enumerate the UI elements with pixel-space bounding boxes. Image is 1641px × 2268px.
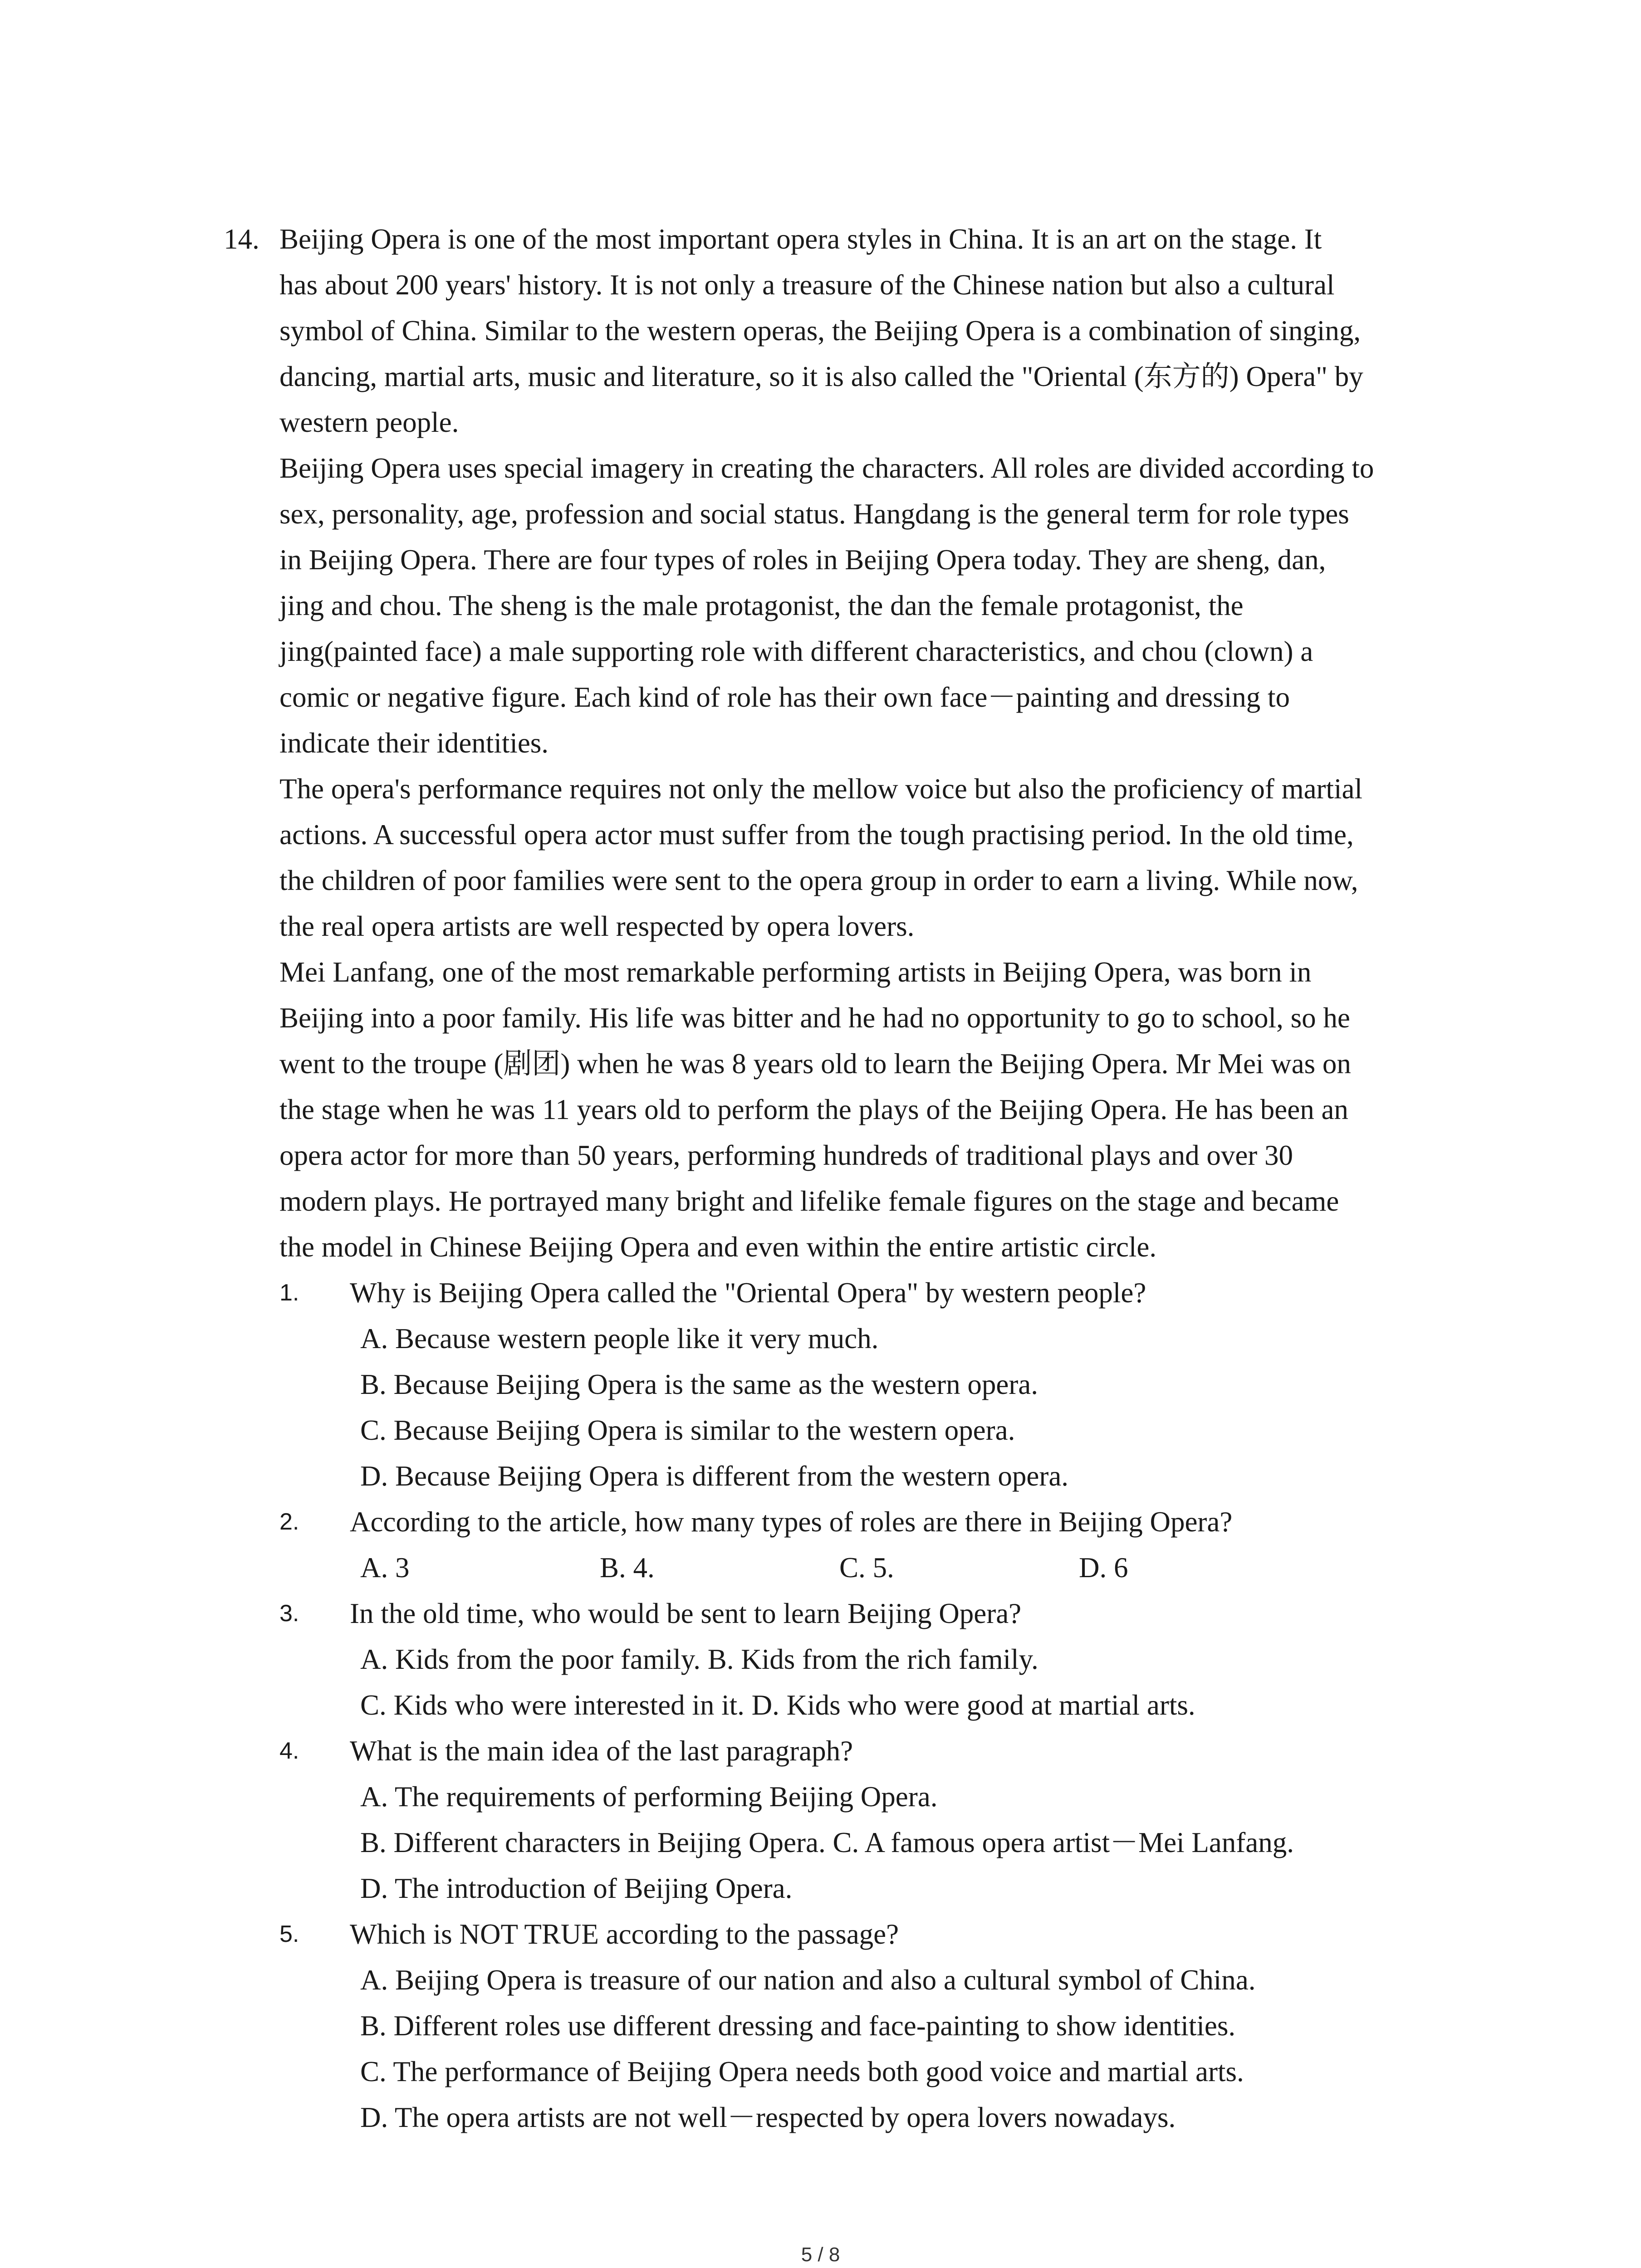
passage-paragraph-3: The opera's performance requires not only the mellow voice but also the proficiency of martial actions. A successful opera actor must suffer from the tough practising period. In the old time, the children of poor families were sent to the opera group in order to earn a living. While now, the real opera artists are well respected by opera lovers.: [279, 773, 1362, 942]
answer-option: C. The performance of Beijing Opera needs both good voice and martial arts.: [360, 2056, 1244, 2087]
answer-option: B. Different roles use different dressing and face-painting to show identities.: [360, 2010, 1236, 2042]
answer-option: A. The requirements of performing Beijing Opera.: [360, 1781, 938, 1813]
question-item: [279, 1270, 1464, 1499]
reading-passage: [279, 216, 1464, 1270]
answer-option: C. Kids who were interested in it. D. Kids who were good at martial arts.: [360, 1689, 1195, 1721]
question-body: [279, 216, 1464, 2141]
answer-option: D. The introduction of Beijing Opera.: [360, 1872, 793, 1904]
answer-option: B. Different characters in Beijing Opera. C. A famous opera artist－Mei Lanfang.: [360, 1827, 1294, 1858]
question-item-number: 4.: [279, 1738, 299, 1764]
answer-option: A. Beijing Opera is treasure of our nation and also a cultural symbol of China.: [360, 1964, 1256, 1996]
answer-option: C. Because Beijing Opera is similar to the western opera.: [360, 1414, 1015, 1446]
page-number: 5 / 8: [801, 2244, 840, 2266]
answer-option: D. 6: [1079, 1552, 1128, 1584]
question-stem: According to the article, how many types of roles are there in Beijing Opera?: [350, 1506, 1233, 1538]
question-item: [279, 1911, 1464, 2141]
answer-option: D. Because Beijing Opera is different from the western opera.: [360, 1460, 1069, 1492]
question-stem: Which is NOT TRUE according to the passage?: [350, 1918, 899, 1950]
question-item-number: 2.: [279, 1509, 299, 1535]
question-item: [279, 1499, 1464, 1591]
answer-option: A. Kids from the poor family. B. Kids from the rich family.: [360, 1643, 1038, 1675]
passage-paragraph-1: Beijing Opera is one of the most important opera styles in China. It is an art on the stage. It has about 200 years' history. It is not only a treasure of the Chinese nation but also a cultural symbol of China. Similar to the western operas, the Beijing Opera is a combination of singing, dancing, martial arts, music and literature, so it is also called the "Oriental (东方的) Opera" by western people.: [279, 223, 1363, 438]
question-item-number: 1.: [279, 1280, 299, 1306]
question-item: [279, 1728, 1464, 1911]
passage-paragraph-2: Beijing Opera uses special imagery in creating the characters. All roles are divided according to sex, personality, age, profession and social status. Hangdang is the general term for role types in Beijing Opera. There are four types of roles in Beijing Opera today. They are sheng, dan, jing and chou. The sheng is the male protagonist, the dan the female protagonist, the jing(painted face) a male supporting role with different characteristics, and chou (clown) a comic or negative figure. Each kind of role has their own face－painting and dressing to indicate their identities.: [279, 452, 1374, 759]
answer-option: B. 4.: [600, 1552, 655, 1584]
question-item-number: 3.: [279, 1600, 299, 1627]
question-stem: In the old time, who would be sent to learn Beijing Opera?: [350, 1598, 1022, 1629]
answer-option: C. 5.: [839, 1552, 894, 1584]
question-item-number: 5.: [279, 1921, 299, 1947]
question-number: 14.: [224, 223, 260, 255]
answer-option: A. Because western people like it very much.: [360, 1323, 879, 1354]
answer-option: A. 3: [360, 1552, 410, 1584]
question-list: [279, 1270, 1464, 2141]
answer-options-row: [279, 1545, 1464, 1591]
passage-paragraph-4: Mei Lanfang, one of the most remarkable performing artists in Beijing Opera, was born in Beijing into a poor family. His life was bitter and he had no opportunity to go to school, so he went to the troupe (剧团) when he was 8 years old to learn the Beijing Opera. Mr Mei was on the stage when he was 11 years old to perform the plays of the Beijing Opera. He has been an opera actor for more than 50 years, performing hundreds of traditional plays and over 30 modern plays. He portrayed many bright and lifelike female figures on the stage and became the model in Chinese Beijing Opera and even within the entire artistic circle.: [279, 956, 1351, 1263]
answer-option: D. The opera artists are not well－respected by opera lovers nowadays.: [360, 2102, 1176, 2133]
question-stem: What is the main idea of the last paragraph?: [350, 1735, 853, 1767]
answer-option: B. Because Beijing Opera is the same as the western opera.: [360, 1369, 1038, 1400]
question-item: [279, 1591, 1464, 1728]
question-stem: Why is Beijing Opera called the "Oriental Opera" by western people?: [350, 1277, 1146, 1309]
